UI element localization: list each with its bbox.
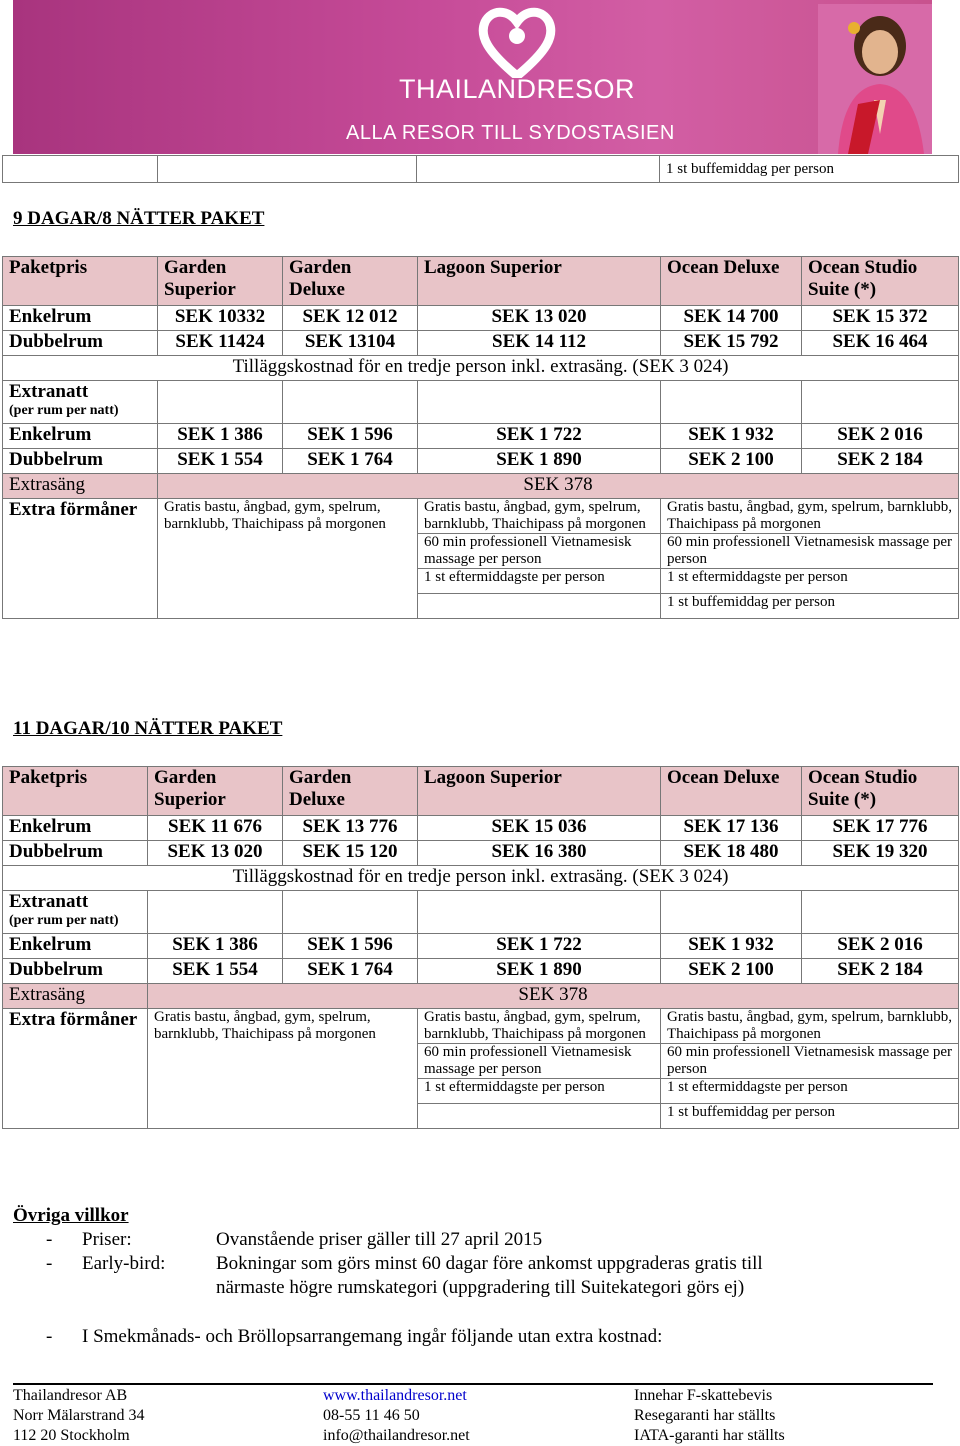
terms-section [13, 1205, 763, 1347]
fragment-text: 1 st buffemiddag per person [660, 156, 959, 183]
table-row: Dubbelrum SEK 13 020 SEK 15 120 SEK 16 380 SEK 18 480 SEK 19 320 [3, 841, 959, 866]
benefits-row-4: 1 st buffemiddag per person [3, 594, 959, 619]
third-person-row: Tilläggskostnad för en tredje person inkl. extrasäng. (SEK 3 024) [3, 866, 959, 891]
brand-tagline: ALLA RESOR TILL SYDOSTASIEN [346, 122, 675, 144]
footer-company: Thailandresor AB Norr Mälarstrand 34 112 20 Stockholm [13, 1387, 145, 1444]
table-row: Enkelrum SEK 10332 SEK 12 012 SEK 13 020 SEK 14 700 SEK 15 372 [3, 306, 959, 331]
price-table-11-dagar [2, 766, 959, 1129]
price-table-9-dagar [2, 256, 959, 619]
table-row: Dubbelrum SEK 1 554 SEK 1 764 SEK 1 890 SEK 2 100 SEK 2 184 [3, 449, 959, 474]
table-header-row: Paketpris Garden Superior Garden Deluxe Lagoon Superior Ocean Deluxe Ocean Studio Suite (*) [3, 767, 959, 816]
third-person-row: Tilläggskostnad för en tredje person inkl. extrasäng. (SEK 3 024) [3, 356, 959, 381]
table-header-row: Paketpris Garden Superior Garden Deluxe Lagoon Superior Ocean Deluxe Ocean Studio Suite (*) [3, 257, 959, 306]
benefits-row-4: 1 st buffemiddag per person [3, 1104, 959, 1129]
extranatt-row: Extranatt (per rum per natt) [3, 891, 959, 934]
top-fragment-table [2, 155, 959, 183]
email-address: info@thailandresor.net [323, 1427, 470, 1444]
heart-logo-icon [477, 6, 557, 78]
section-title-9-dagar: 9 DAGAR/8 NÄTTER PAKET [13, 208, 265, 229]
footer-guarantees: Innehar F-skattebevis Resegaranti har ställts IATA-garanti har ställts [634, 1387, 785, 1444]
brand-name: THAILANDRESOR [399, 74, 636, 104]
benefits-row-3: 1 st eftermiddagste per person 1 st eftermiddagste per person [3, 569, 959, 594]
table-row: Enkelrum SEK 1 386 SEK 1 596 SEK 1 722 SEK 1 932 SEK 2 016 [3, 934, 959, 959]
benefits-row-2: 60 min professionell Vietnamesisk massage per person 60 min professionell Vietnamesisk massage per person [3, 534, 959, 569]
benefits-row-2: 60 min professionell Vietnamesisk massage per person 60 min professionell Vietnamesisk massage per person [3, 1044, 959, 1079]
footer-contact [323, 1386, 470, 1446]
extrasang-row: Extrasäng SEK 378 [3, 984, 959, 1009]
table-row: Dubbelrum SEK 11424 SEK 13104 SEK 14 112 SEK 15 792 SEK 16 464 [3, 331, 959, 356]
table-row: Dubbelrum SEK 1 554 SEK 1 764 SEK 1 890 SEK 2 100 SEK 2 184 [3, 959, 959, 984]
terms-heading: Övriga villkor [13, 1205, 129, 1226]
terms-item-early-bird: - Early-bird: Bokningar som görs minst 60 dagar före ankomst uppgraderas gratis till [46, 1253, 763, 1274]
website-link[interactable]: www.thailandresor.net [323, 1387, 467, 1404]
terms-item-priser: - Priser: Ovanstående priser gäller till 27 april 2015 [46, 1229, 543, 1250]
table-row: Enkelrum SEK 11 676 SEK 13 776 SEK 15 036 SEK 17 136 SEK 17 776 [3, 816, 959, 841]
table-row: Enkelrum SEK 1 386 SEK 1 596 SEK 1 722 SEK 1 932 SEK 2 016 [3, 424, 959, 449]
terms-item-smekmanad: - I Smekmånads- och Bröllopsarrangemang ingår följande utan extra kostnad: [46, 1326, 663, 1347]
benefits-row-3: 1 st eftermiddagste per person 1 st eftermiddagste per person [3, 1079, 959, 1104]
extrasang-row: Extrasäng SEK 378 [3, 474, 959, 499]
terms-item-early-bird-cont: närmaste högre rumskategori (uppgradering till Suitekategori görs ej) [216, 1277, 745, 1298]
footer-divider [13, 1383, 933, 1385]
woman-greeting-photo [818, 4, 932, 154]
benefits-row-1: Extra förmåner Gratis bastu, ångbad, gym, spelrum, barnklubb, Thaichipass på morgonen Gratis bastu, ångbad, gym, spelrum, barnklubb, Thaichipass på morgonen Gratis bastu, ångbad, gym, spelrum, barnklubb, Thaichipass på morgonen [3, 499, 959, 534]
section-title-11-dagar: 11 DAGAR/10 NÄTTER PAKET [13, 718, 283, 739]
extranatt-row: Extranatt (per rum per natt) [3, 381, 959, 424]
phone-number: 08-55 11 46 50 [323, 1407, 420, 1424]
header-banner [13, 0, 932, 154]
benefits-row-1: Extra förmåner Gratis bastu, ångbad, gym, spelrum, barnklubb, Thaichipass på morgonen Gratis bastu, ångbad, gym, spelrum, barnklubb, Thaichipass på morgonen Gratis bastu, ångbad, gym, spelrum, barnklubb, Thaichipass på morgonen [3, 1009, 959, 1044]
